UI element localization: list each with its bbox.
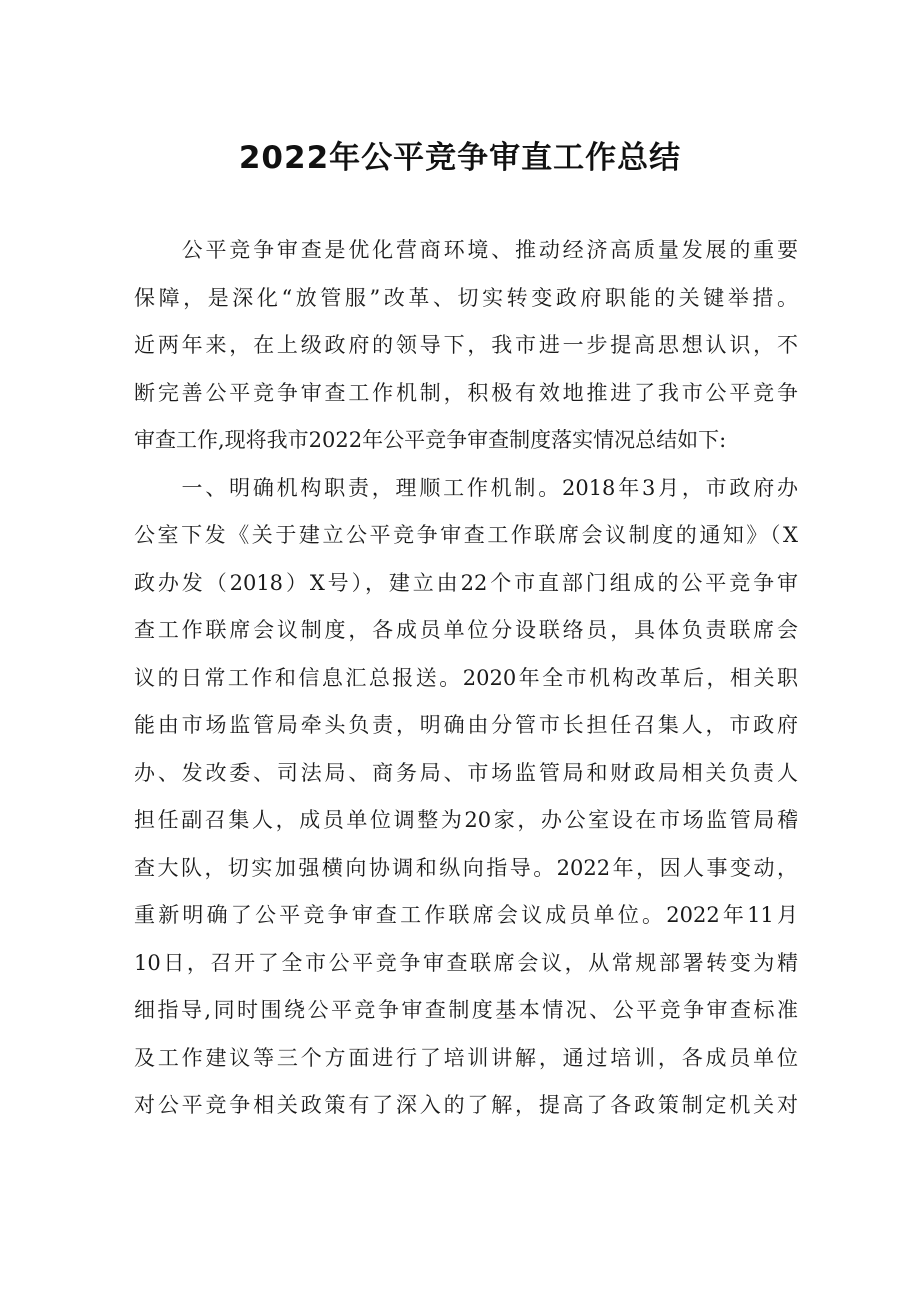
paragraph-line: 近两年来，在上级政府的领导下，我市进一步提高思想认识，不 — [134, 333, 798, 357]
document-body — [134, 227, 798, 1130]
paragraph-line: 保障，是深化“放管服”改革、切实转变政府职能的关键举措。 — [134, 285, 798, 310]
paragraph-line: 议的日常工作和信息汇总报送。2020年全市机构改革后，相关职 — [134, 665, 798, 690]
paragraph-line: 审查工作,现将我市2022年公平竞争审查制度落实情况总结如下: — [134, 428, 727, 452]
paragraph-line: 公平竞争审查是优化营商环境、推动经济高质量发展的重要 — [134, 238, 798, 262]
paragraph-line: 办、发改委、司法局、商务局、市场监管局和财政局相关负责人 — [134, 760, 798, 785]
paragraph-line: 断完善公平竞争审查工作机制，积极有效地推进了我市公平竞争 — [134, 380, 798, 405]
paragraph-line: 能由市场监管局牵头负责，明确由分管市长担任召集人，市政府 — [134, 713, 798, 737]
paragraph-line: 政办发（2018）X号），建立由22个市直部门组成的公平竞争审 — [134, 570, 798, 595]
paragraph-line: 查大队，切实加强横向协调和纵向指导。2022年，因人事变动， — [134, 855, 798, 880]
paragraph-line: 一、明确机构职责，理顺工作机制。2018年3月，市政府办 — [134, 475, 798, 500]
paragraph-line: 查工作联席会议制度，各成员单位分设联络员，具体负责联席会 — [134, 618, 798, 642]
paragraph-line: 10日，召开了全市公平竞争审查联席会议，从常规部署转变为精 — [134, 950, 798, 975]
paragraph-line: 细指导,同时围绕公平竞争审查制度基本情况、公平竞争审查标准 — [134, 998, 798, 1022]
paragraph-line: 及工作建议等三个方面进行了培训讲解，通过培训，各成员单位 — [134, 1045, 798, 1070]
paragraph-line: 重新明确了公平竞争审查工作联席会议成员单位。2022年11月 — [134, 903, 798, 927]
paragraph-line: 公室下发《关于建立公平竞争审查工作联席会议制度的通知》（X — [134, 523, 798, 547]
page-title: 2022年公平竞争审直工作总结 — [238, 140, 682, 176]
paragraph-line: 对公平竞争相关政策有了深入的了解，提高了各政策制定机关对 — [134, 1093, 798, 1117]
paragraph-line: 担任副召集人，成员单位调整为20家，办公室设在市场监管局稽 — [134, 808, 798, 832]
